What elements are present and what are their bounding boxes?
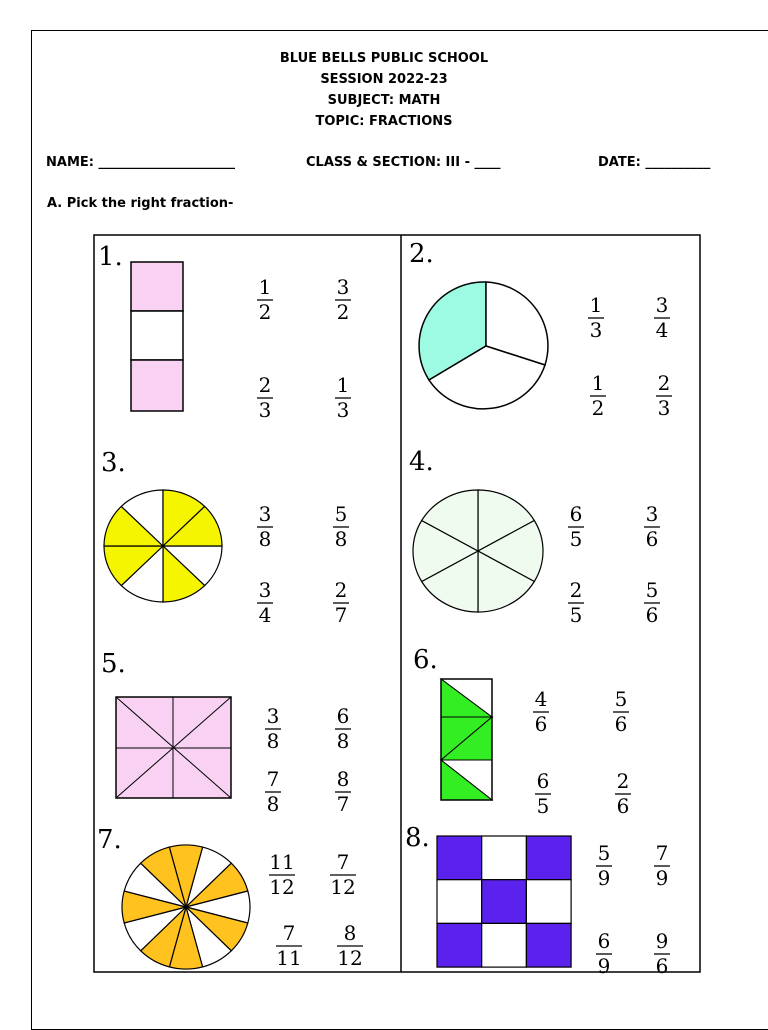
fraction-numerator: 3 — [655, 293, 669, 317]
fraction-option[interactable] — [333, 502, 349, 551]
fraction-option[interactable] — [257, 275, 273, 324]
fraction-denominator: 8 — [334, 527, 348, 551]
fraction-denominator: 8 — [336, 729, 350, 753]
name-field: NAME: _____________________ — [46, 155, 235, 170]
bar-part-empty — [131, 311, 183, 360]
fraction-numerator: 6 — [597, 929, 611, 953]
fraction-option[interactable] — [590, 371, 606, 420]
grid-square-empty — [526, 880, 571, 924]
fraction-option[interactable] — [257, 578, 273, 627]
fraction-option[interactable] — [644, 502, 660, 551]
subject: SUBJECT: MATH — [327, 93, 441, 108]
figure-3-circle — [104, 490, 222, 602]
question-number-1: 1. — [98, 242, 123, 272]
fraction-option[interactable] — [654, 293, 670, 342]
fraction-option[interactable] — [533, 687, 549, 736]
fraction-denominator: 12 — [330, 875, 356, 899]
date-field: DATE: __________ — [598, 155, 711, 170]
fraction-option[interactable] — [656, 371, 672, 420]
fraction-option[interactable] — [257, 502, 273, 551]
grid-square-shaded — [482, 880, 527, 924]
fraction-numerator: 5 — [614, 687, 628, 711]
fraction-option[interactable] — [335, 767, 351, 816]
fraction-denominator: 12 — [337, 946, 363, 970]
fraction-denominator: 4 — [655, 318, 669, 342]
fraction-numerator: 5 — [597, 841, 611, 865]
fraction-option[interactable] — [335, 704, 351, 753]
fraction-denominator: 5 — [536, 794, 550, 818]
fraction-option[interactable] — [335, 373, 351, 422]
grid-square-shaded — [437, 836, 482, 880]
fraction-denominator: 6 — [655, 954, 669, 978]
fraction-numerator: 9 — [655, 929, 669, 953]
fraction-option[interactable] — [269, 850, 295, 899]
fraction-numerator: 7 — [655, 841, 669, 865]
fraction-numerator: 4 — [534, 687, 548, 711]
fraction-numerator: 6 — [536, 769, 550, 793]
figure-5-square — [116, 697, 231, 798]
question-number-5: 5. — [101, 649, 126, 679]
grid-square-empty — [437, 880, 482, 924]
fraction-option[interactable] — [613, 687, 629, 736]
fraction-denominator: 3 — [657, 396, 671, 420]
grid-square-empty — [482, 923, 527, 967]
fraction-denominator: 12 — [269, 875, 295, 899]
fraction-option[interactable] — [654, 929, 670, 978]
fraction-numerator: 7 — [266, 767, 280, 791]
fraction-denominator: 3 — [258, 398, 272, 422]
school-name: BLUE BELLS PUBLIC SCHOOL — [279, 51, 489, 66]
fraction-numerator: 1 — [336, 373, 350, 397]
fraction-numerator: 3 — [258, 578, 272, 602]
figure-2-circle — [419, 282, 548, 409]
section-a-title: A. Pick the right fraction- — [47, 196, 234, 211]
fraction-denominator: 11 — [276, 946, 302, 970]
fraction-numerator: 2 — [569, 578, 583, 602]
fraction-denominator: 8 — [266, 729, 280, 753]
question-number-6: 6. — [413, 645, 438, 675]
fraction-denominator: 2 — [258, 300, 272, 324]
fraction-option[interactable] — [568, 578, 584, 627]
fraction-numerator: 2 — [334, 578, 348, 602]
fraction-option[interactable] — [337, 921, 363, 970]
fraction-numerator: 3 — [336, 275, 350, 299]
fraction-option[interactable] — [568, 502, 584, 551]
question-number-3: 3. — [101, 448, 126, 478]
fraction-option[interactable] — [535, 769, 551, 818]
fraction-denominator: 3 — [589, 318, 603, 342]
fraction-numerator: 1 — [591, 371, 605, 395]
fraction-denominator: 3 — [336, 398, 350, 422]
bar-part-shaded — [131, 360, 183, 411]
fraction-denominator: 5 — [569, 603, 583, 627]
fraction-denominator: 8 — [266, 792, 280, 816]
fraction-numerator: 3 — [266, 704, 280, 728]
fraction-option[interactable] — [596, 929, 612, 978]
fraction-denominator: 9 — [597, 954, 611, 978]
fraction-option[interactable] — [276, 921, 302, 970]
fraction-numerator: 8 — [336, 767, 350, 791]
fraction-numerator: 11 — [269, 850, 295, 874]
fraction-denominator: 8 — [258, 527, 272, 551]
fraction-denominator: 7 — [334, 603, 348, 627]
topic: TOPIC: FRACTIONS — [315, 114, 453, 129]
fraction-numerator: 5 — [645, 578, 659, 602]
fraction-numerator: 6 — [569, 502, 583, 526]
fraction-option[interactable] — [335, 275, 351, 324]
fraction-denominator: 6 — [645, 603, 659, 627]
fraction-option[interactable] — [588, 293, 604, 342]
question-number-7: 7. — [97, 825, 122, 855]
fraction-numerator: 1 — [258, 275, 272, 299]
fraction-numerator: 2 — [616, 769, 630, 793]
fraction-numerator: 8 — [343, 921, 357, 945]
fraction-denominator: 2 — [591, 396, 605, 420]
fraction-numerator: 6 — [336, 704, 350, 728]
question-number-2: 2. — [409, 239, 434, 269]
question-number-4: 4. — [409, 447, 434, 477]
grid-square-shaded — [526, 923, 571, 967]
fraction-numerator: 1 — [589, 293, 603, 317]
fraction-denominator: 5 — [569, 527, 583, 551]
fraction-option[interactable] — [644, 578, 660, 627]
fraction-numerator: 3 — [258, 502, 272, 526]
fraction-option[interactable] — [330, 850, 356, 899]
figure-1-bar — [131, 262, 183, 411]
fraction-denominator: 2 — [336, 300, 350, 324]
fraction-denominator: 9 — [655, 866, 669, 890]
fraction-numerator: 7 — [336, 850, 350, 874]
fraction-option[interactable] — [333, 578, 349, 627]
class-section-field: CLASS & SECTION: III - ____ — [306, 155, 501, 170]
fraction-denominator: 6 — [534, 712, 548, 736]
fraction-option[interactable] — [615, 769, 631, 818]
fraction-option[interactable] — [654, 841, 670, 890]
figure-6-rectangle — [441, 679, 492, 800]
figure-7-circle — [122, 845, 250, 969]
fraction-option[interactable] — [596, 841, 612, 890]
fraction-numerator: 2 — [657, 371, 671, 395]
grid-square-empty — [482, 836, 527, 880]
fraction-denominator: 6 — [645, 527, 659, 551]
grid-square-shaded — [526, 836, 571, 880]
figure-8-grid — [437, 836, 571, 967]
fraction-numerator: 5 — [334, 502, 348, 526]
fraction-denominator: 7 — [336, 792, 350, 816]
fraction-denominator: 6 — [614, 712, 628, 736]
fraction-numerator: 3 — [645, 502, 659, 526]
question-number-8: 8. — [405, 823, 430, 853]
fraction-denominator: 4 — [258, 603, 272, 627]
figure-4-circle — [413, 490, 543, 612]
fraction-option[interactable] — [257, 373, 273, 422]
fraction-numerator: 7 — [282, 921, 296, 945]
fraction-denominator: 9 — [597, 866, 611, 890]
fraction-numerator: 2 — [258, 373, 272, 397]
bar-part-shaded — [131, 262, 183, 311]
fraction-denominator: 6 — [616, 794, 630, 818]
fraction-option[interactable] — [265, 767, 281, 816]
session: SESSION 2022-23 — [320, 72, 448, 87]
grid-square-shaded — [437, 923, 482, 967]
fraction-option[interactable] — [265, 704, 281, 753]
